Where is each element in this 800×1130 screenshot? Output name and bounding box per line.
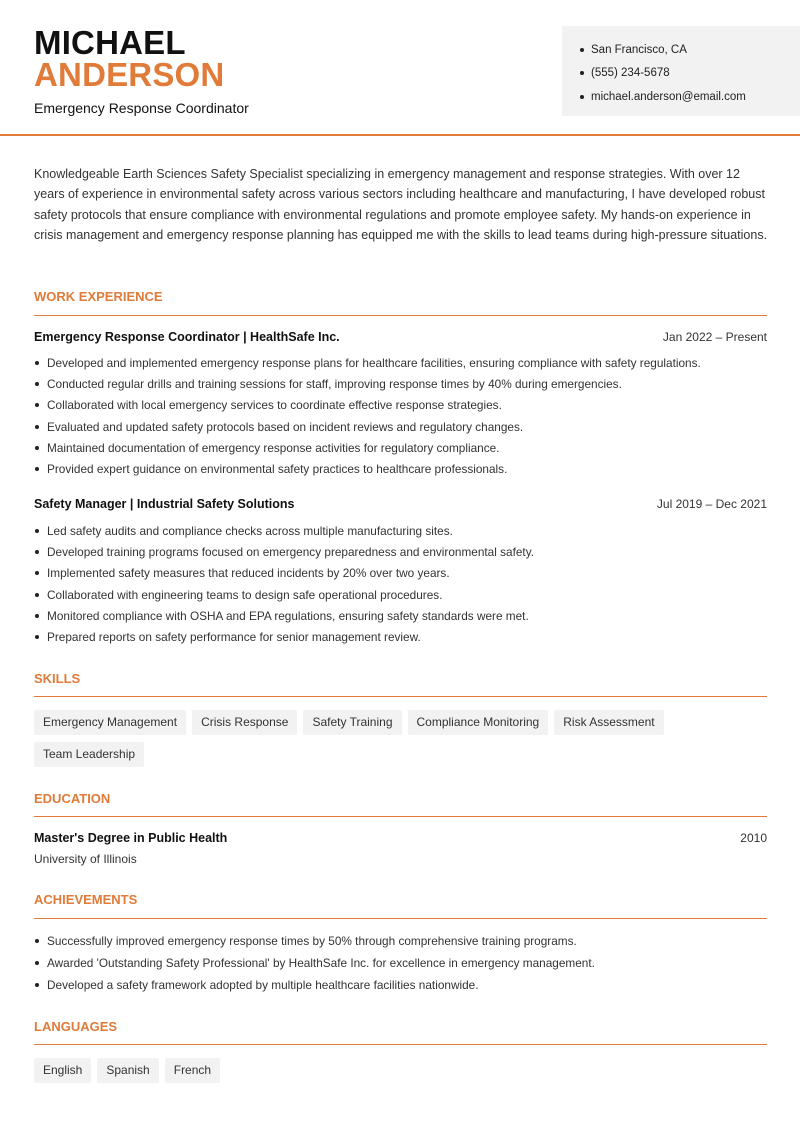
skill-tag: Compliance Monitoring	[408, 710, 549, 735]
list-item	[34, 541, 767, 562]
job-dates: Jan 2022 – Present	[662, 330, 767, 344]
list-item	[34, 458, 767, 479]
skill-tag: Risk Assessment	[554, 710, 663, 735]
language-tag: English	[34, 1058, 91, 1083]
bullet-text: Prepared reports on safety performance for senior management review.	[47, 630, 421, 645]
bullet-icon	[35, 593, 39, 597]
first-name: MICHAEL	[34, 24, 186, 61]
list-item	[34, 520, 767, 541]
section-divider	[34, 918, 767, 919]
list-item	[34, 626, 767, 647]
job-role: Emergency Response Coordinator | HealthSafe Inc.	[34, 330, 340, 344]
bullet-icon	[35, 571, 39, 575]
bullet-icon	[580, 95, 584, 99]
work-experience-heading: WORK EXPERIENCE	[34, 289, 163, 304]
list-item	[34, 952, 767, 974]
contact-phone	[580, 62, 784, 86]
bullet-icon	[35, 983, 39, 987]
summary-paragraph: Knowledgeable Earth Sciences Safety Specialist specializing in emergency management and response strategies. With over 12 years of experience in environmental safety across various sectors including healthcare and manufacturing, I have developed robust safety protocols that ensure compliance with environmental regulations and promote employee safety. My hands-on experience in crisis management and emergency response planning has equipped me with the skills to lead teams during high-pressure situations.	[34, 167, 768, 242]
achievement-text: Developed a safety framework adopted by multiple healthcare facilities nationwide.	[47, 978, 479, 992]
graduation-year: 2010	[740, 831, 767, 845]
bullet-text: Monitored compliance with OSHA and EPA regulations, ensuring safety standards were met.	[47, 608, 529, 623]
language-tag: French	[165, 1058, 220, 1083]
job-title: Emergency Response Coordinator	[34, 100, 249, 116]
bullet-icon	[35, 425, 39, 429]
list-item	[34, 930, 767, 952]
bullet-icon	[35, 403, 39, 407]
bullet-text: Collaborated with local emergency services to coordinate effective response strategies.	[47, 398, 502, 413]
bullet-icon	[580, 71, 584, 75]
phone-text: (555) 234-5678	[591, 67, 670, 80]
bullet-icon	[580, 48, 584, 52]
bullet-icon	[35, 550, 39, 554]
job-role: Safety Manager | Industrial Safety Solutions	[34, 497, 295, 511]
list-item	[34, 395, 767, 416]
list-item	[34, 373, 767, 394]
school-name: University of Illinois	[34, 852, 137, 866]
bullet-icon	[35, 529, 39, 533]
list-item	[34, 437, 767, 458]
skills-list	[34, 710, 767, 774]
section-divider	[34, 696, 767, 697]
email-text[interactable]: michael.anderson@email.com	[591, 90, 746, 103]
bullet-text: Evaluated and updated safety protocols based on incident reviews and regulatory changes.	[47, 419, 524, 434]
location-text: San Francisco, CA	[591, 43, 687, 56]
achievement-text: Successfully improved emergency response times by 50% through comprehensive training programs.	[47, 934, 577, 948]
job-dates: Jul 2019 – Dec 2021	[656, 497, 767, 511]
bullet-icon	[35, 446, 39, 450]
contact-box	[562, 26, 800, 116]
education-header	[34, 831, 767, 845]
achievements-heading: ACHIEVEMENTS	[34, 892, 138, 907]
skill-tag: Team Leadership	[34, 742, 144, 767]
resume-header	[0, 0, 800, 136]
bullet-text: Led safety audits and compliance checks across multiple manufacturing sites.	[47, 523, 453, 538]
list-item	[34, 416, 767, 437]
achievement-text: Awarded 'Outstanding Safety Professional' by HealthSafe Inc. for excellence in emergency management.	[47, 956, 595, 970]
bullet-text: Developed and implemented emergency response plans for healthcare facilities, ensuring compliance with safety regulations.	[47, 355, 701, 370]
bullet-text: Conducted regular drills and training sessions for staff, improving response times by 40% during emergencies.	[47, 376, 622, 391]
section-divider	[34, 1044, 767, 1045]
bullet-text: Maintained documentation of emergency response activities for regulatory compliance.	[47, 440, 500, 455]
job-bullets	[34, 352, 767, 480]
bullet-text: Developed training programs focused on emergency preparedness and environmental safety.	[47, 544, 535, 559]
last-name: ANDERSON	[34, 56, 225, 93]
section-divider	[34, 315, 767, 316]
list-item	[34, 352, 767, 373]
contact-email[interactable]	[580, 85, 784, 109]
list-item	[34, 974, 767, 996]
bullet-icon	[35, 961, 39, 965]
bullet-icon	[35, 939, 39, 943]
list-item	[34, 605, 767, 626]
education-heading: EDUCATION	[34, 791, 111, 806]
bullet-text: Implemented safety measures that reduced incidents by 20% over two years.	[47, 566, 450, 581]
skill-tag: Emergency Management	[34, 710, 186, 735]
job-header	[34, 497, 767, 511]
section-divider	[34, 816, 767, 817]
achievements-list	[34, 930, 767, 996]
skill-tag: Safety Training	[303, 710, 401, 735]
skills-heading: SKILLS	[34, 671, 81, 686]
bullet-icon	[35, 467, 39, 471]
bullet-text: Provided expert guidance on environmental safety practices to healthcare professionals.	[47, 462, 508, 477]
contact-location	[580, 38, 784, 62]
bullet-icon	[35, 614, 39, 618]
languages-heading: LANGUAGES	[34, 1019, 118, 1034]
list-item	[34, 563, 767, 584]
job-bullets	[34, 520, 767, 648]
bullet-icon	[35, 382, 39, 386]
language-tag: Spanish	[97, 1058, 158, 1083]
list-item	[34, 584, 767, 605]
degree: Master's Degree in Public Health	[34, 831, 228, 845]
skill-tag: Crisis Response	[192, 710, 297, 735]
bullet-icon	[35, 635, 39, 639]
bullet-text: Collaborated with engineering teams to design safe operational procedures.	[47, 587, 443, 602]
bullet-icon	[35, 361, 39, 365]
job-header	[34, 330, 767, 344]
languages-list	[34, 1058, 767, 1090]
